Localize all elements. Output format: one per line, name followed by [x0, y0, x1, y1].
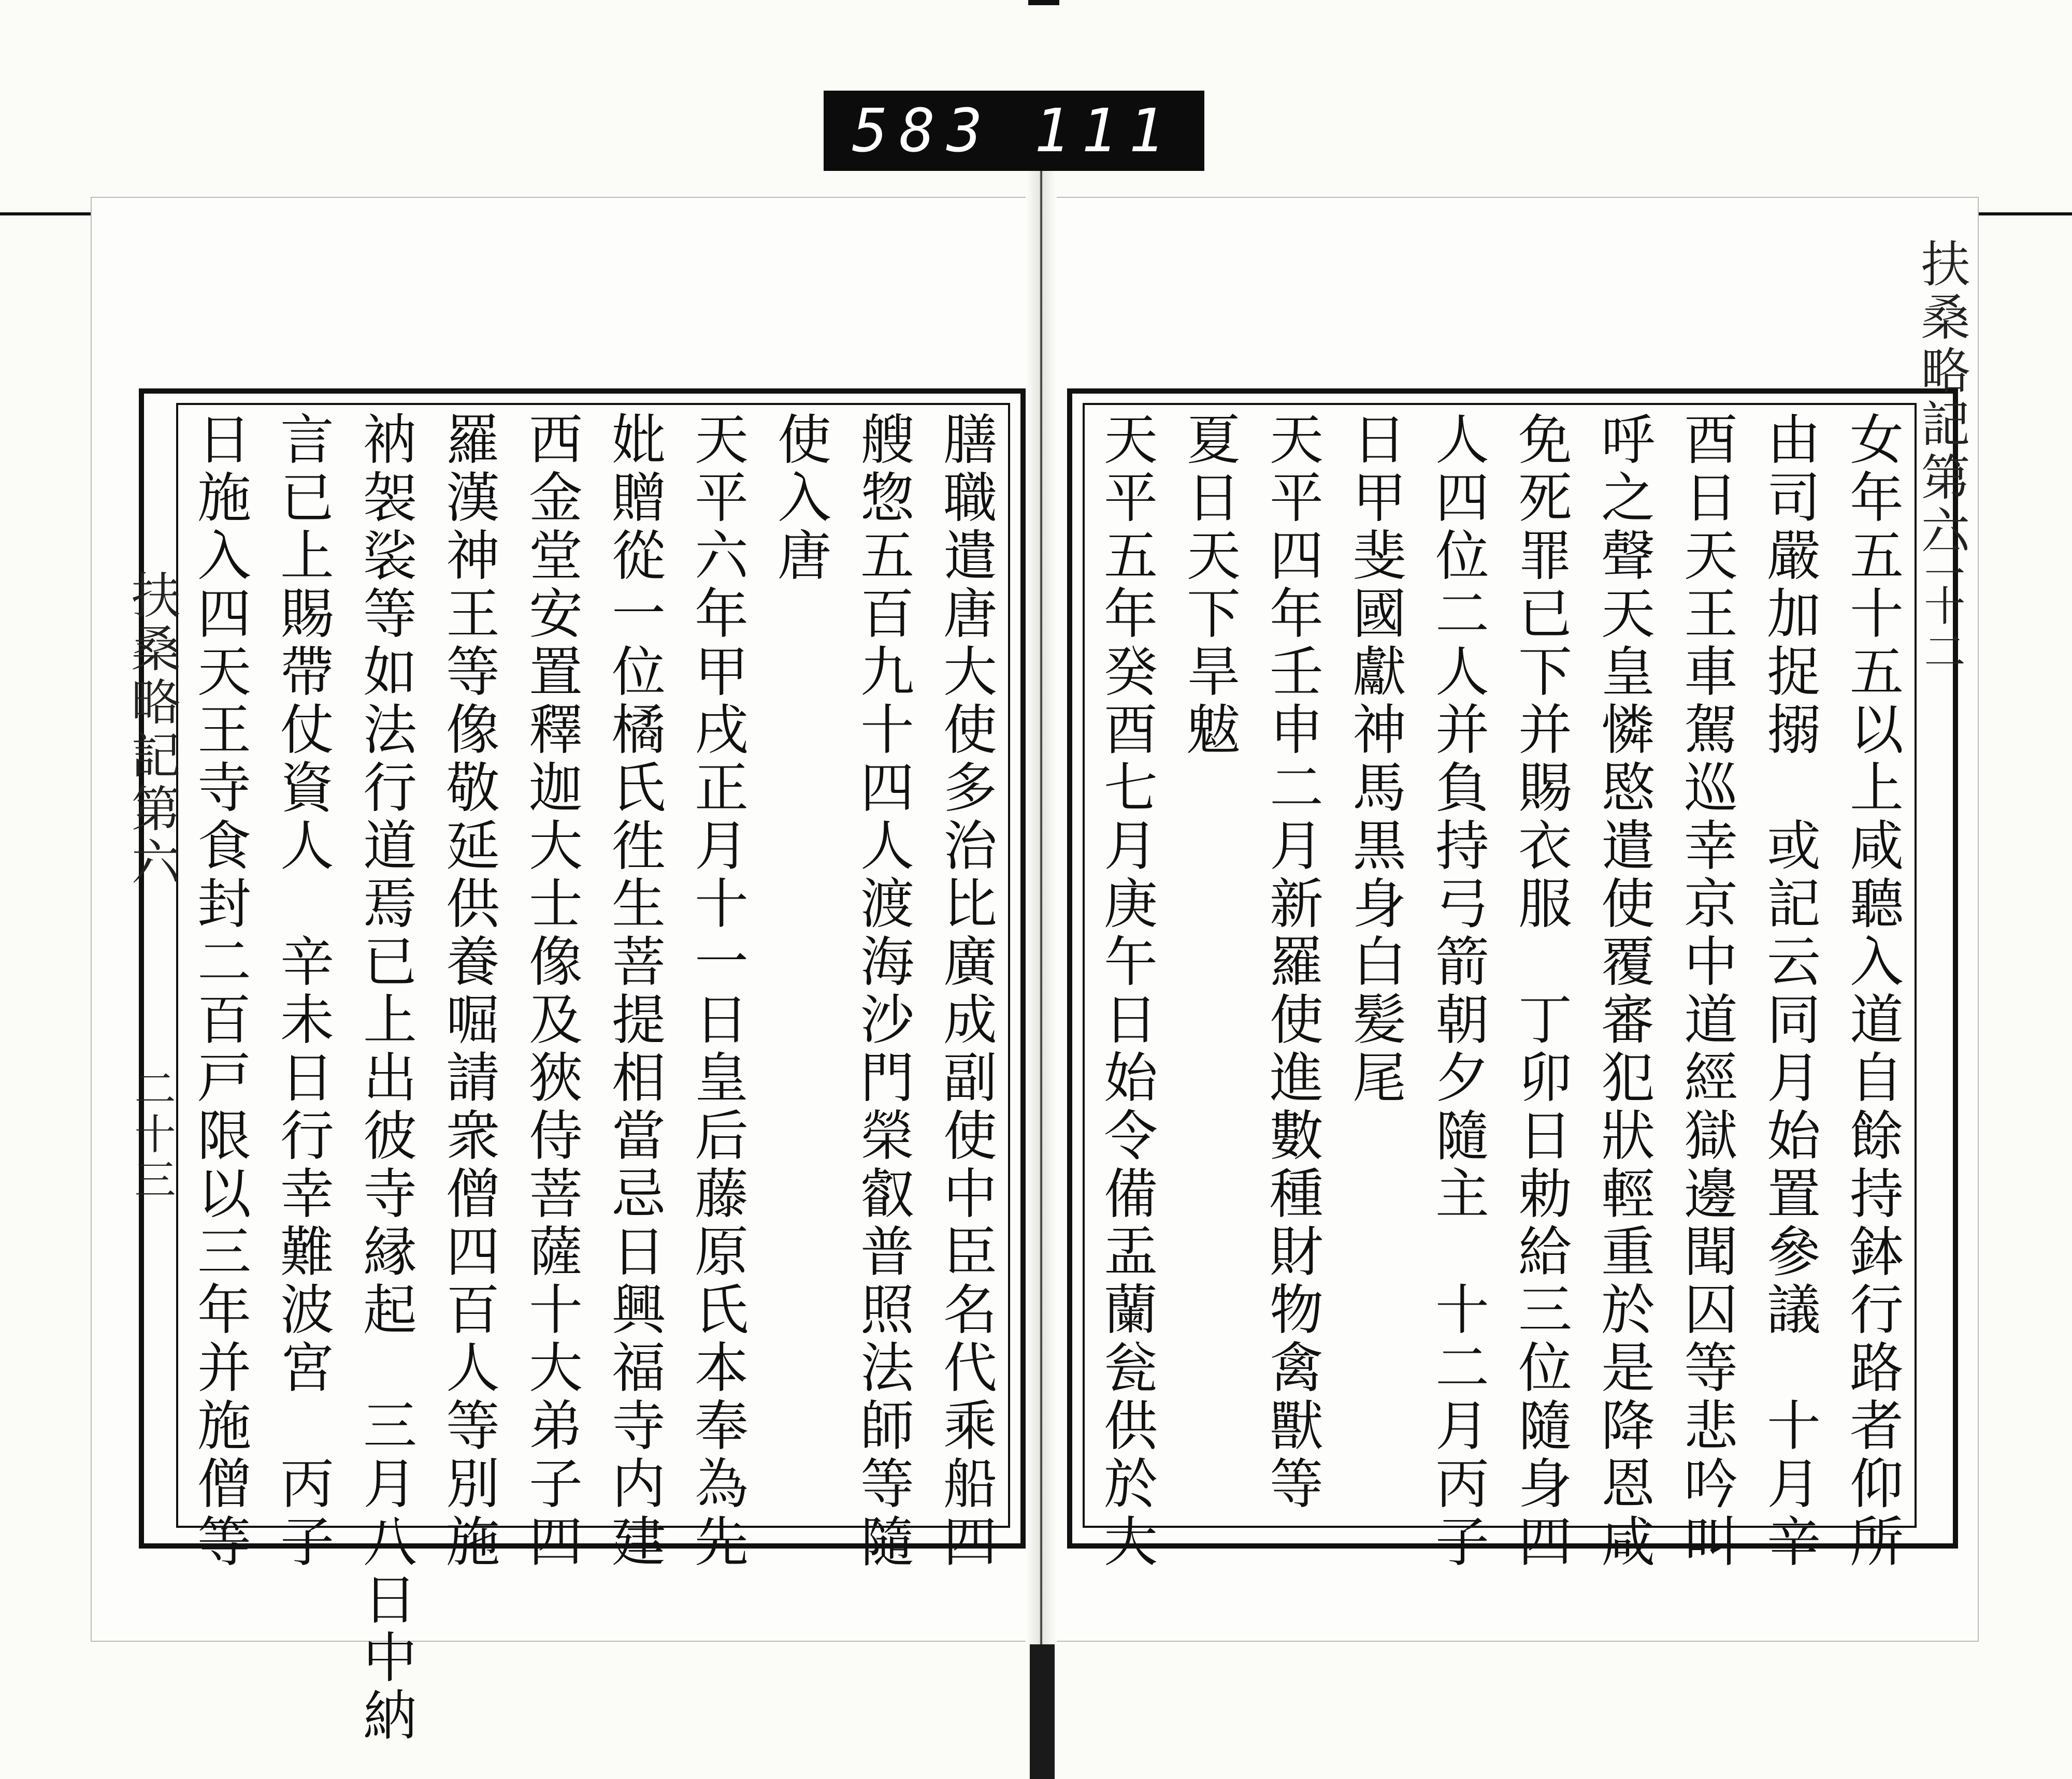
text-column: 呼之聲天皇憐愍遣使覆審犯狀輕重於是降恩咸 — [1592, 411, 1655, 1571]
text-column: 女年五十五以上咸聽入道自餘持鉢行路者仰所 — [1840, 411, 1904, 1571]
text-column: 天平五年癸酉七月庚午日始令備盂蘭瓮供於大 — [1095, 411, 1158, 1571]
text-column: 酉日天王車駕巡幸京中道經獄邊聞囚等悲吟叫 — [1675, 411, 1738, 1571]
text-column: 艘惣五百九十四人渡海沙門榮叡普照法師等隨 — [851, 411, 914, 1571]
left-inner-border — [176, 403, 1010, 1745]
text-column: 夏日天下旱魃 — [1177, 411, 1241, 759]
text-column: 天平四年壬申二月新羅使進數種財物禽獸等 — [1260, 411, 1323, 1513]
film-top-mark — [1028, 0, 1059, 5]
binding-shadow — [1030, 1644, 1055, 1779]
right-text-columns — [1085, 411, 1913, 1571]
text-column: 天平六年甲戌正月十一日皇后藤原氏本奉為先 — [685, 411, 749, 1571]
left-page-number: 二十三 — [127, 1067, 176, 1204]
text-column: 衲袈裟等如法行道焉已上出彼寺縁起 三月八日中納 — [354, 411, 417, 1745]
text-column: 西金堂安置釋迦大士像及狹侍菩薩十大弟子四 — [520, 411, 583, 1571]
text-column: 免死罪已下并賜衣服 丁卯日勅給三位隨身四 — [1509, 411, 1572, 1571]
text-column: 使入唐 — [768, 411, 831, 585]
left-margin-title: 扶桑略記第六 — [123, 570, 180, 890]
book-spine — [1026, 171, 1057, 1779]
reel-number: 583 — [852, 96, 994, 166]
left-text-columns — [178, 411, 1007, 1745]
right-margin-title: 扶桑略記第六 — [1913, 238, 1970, 558]
text-column: 膳職遣唐大使多治比廣成副使中臣名代乘船四 — [934, 411, 997, 1571]
right-text-frame — [1067, 388, 1958, 1571]
right-inner-border — [1083, 403, 1917, 1571]
text-column: 日施入四天王寺食封二百戸限以三年并施僧等 — [188, 411, 251, 1571]
film-reel-label — [824, 91, 1204, 171]
text-column: 日甲斐國獻神馬黒身白髪尾 — [1343, 411, 1406, 1107]
text-column: 由司嚴加捉搦 或記云同月始置參議 十月辛 — [1758, 411, 1821, 1571]
text-column: 人四位二人并負持弓箭朝夕隨主 十二月丙子 — [1426, 411, 1489, 1571]
left-text-frame — [139, 388, 1026, 1745]
text-column: 言已上賜帶仗資人 辛未日行幸難波宮 丙子 — [271, 411, 334, 1571]
text-column: 羅漢神王等像敬延供養啒請衆僧四百人等別施 — [437, 411, 500, 1571]
right-page-number: 二十二 — [1917, 539, 1965, 675]
text-column: 妣贈從一位橘氏徃生菩提相當忌日興福寺内建 — [602, 411, 666, 1571]
frame-number: 111 — [1034, 96, 1176, 166]
